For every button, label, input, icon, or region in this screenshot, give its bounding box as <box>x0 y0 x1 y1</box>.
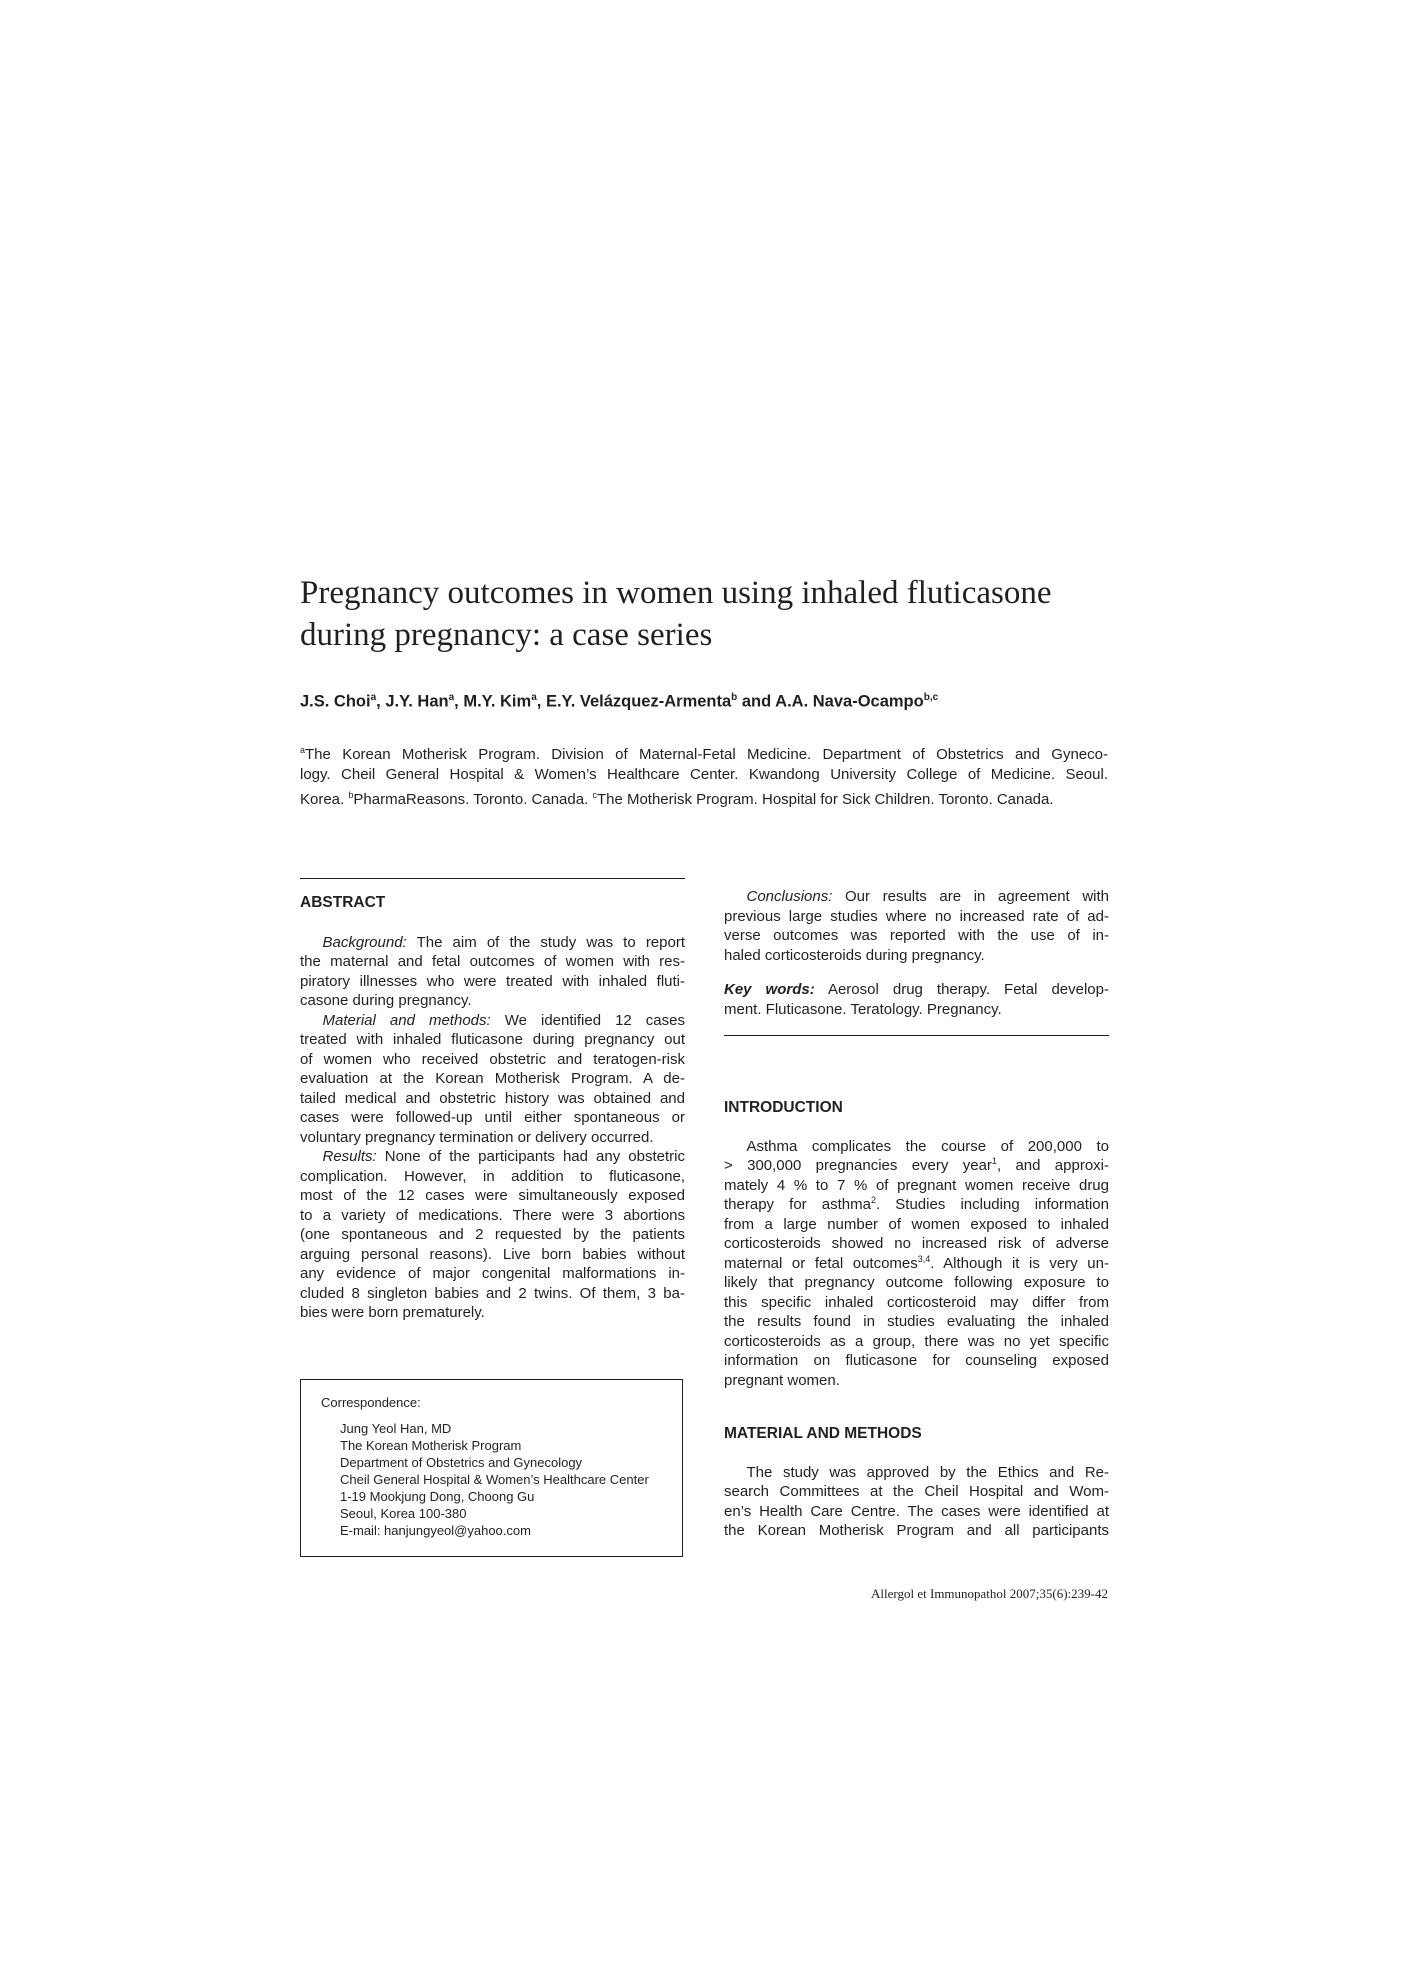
text-line: voluntary pregnancy termination or delivery occurred. <box>300 1128 654 1146</box>
author-affiliation-mark: b <box>731 692 738 703</box>
affiliation-text: The Motherisk Program. Hospital for Sick Children. Toronto. Canada. <box>596 791 1054 808</box>
text-line <box>300 933 685 953</box>
author-separator: , <box>454 692 464 711</box>
correspondence-line: 1-19 Mookjung Dong, Choong Gu <box>340 1489 535 1504</box>
affiliation-text: PharmaReasons. Toronto. Canada. <box>353 791 593 808</box>
abstract-conclusions <box>724 887 1109 965</box>
text-line: to a variety of medications. There were 3 abortions <box>300 1206 685 1224</box>
abstract-bottom-rule <box>724 1035 1109 1036</box>
author-name: J.S. Choi <box>300 692 371 711</box>
text-line: complication. However, in addition to fluticasone, <box>300 1167 685 1185</box>
text-line <box>724 1137 1109 1157</box>
author-name: A.A. Nava-Ocampo <box>775 692 924 711</box>
conclusions-label: Conclusions: <box>746 888 833 905</box>
text-line: haled corticosteroids during pregnancy. <box>724 946 985 964</box>
article-title <box>300 572 1120 656</box>
text: The study was approved by the Ethics and Re- <box>746 1463 1109 1481</box>
title-line-1: Pregnancy outcomes in women using inhaled fluticasone <box>300 575 1052 611</box>
introduction-body <box>724 1137 1109 1391</box>
author-affiliation-mark: a <box>531 692 537 703</box>
introduction-heading: INTRODUCTION <box>724 1099 843 1116</box>
text: , and approxi- <box>996 1157 1109 1174</box>
abstract-top-rule <box>300 878 685 879</box>
abstract-results <box>300 1147 685 1323</box>
text-line: likely that pregnancy outcome following exposure to <box>724 1274 1109 1291</box>
text: Our results are in agreement with <box>832 888 1109 905</box>
correspondence-line: Department of Obstetrics and Gynecology <box>340 1455 583 1470</box>
affiliation-mark: c <box>592 790 597 800</box>
affiliation-line: logy. Cheil General Hospital & Women’s Healthcare Center. Kwandong University College of Medicine. Seoul. <box>300 766 1108 783</box>
text-line: the maternal and fetal outcomes of women with res- <box>300 953 685 970</box>
citation-mark: 3,4 <box>917 1253 931 1264</box>
text-line: cases were followed-up until either spontaneous or <box>300 1109 685 1126</box>
text-line: ment. Fluticasone. Teratology. Pregnancy. <box>724 1000 1002 1018</box>
text-line: the Korean Motherisk Program and all participants <box>724 1522 1109 1539</box>
correspondence-address <box>340 1420 649 1539</box>
author-name: M.Y. Kim <box>463 692 532 711</box>
author-affiliation-mark: a <box>370 692 377 703</box>
journal-citation: Allergol et Immunopathol 2007;35(6):239-42 <box>871 1586 1108 1601</box>
text: therapy for asthma <box>724 1196 871 1213</box>
text: . Studies including information <box>876 1196 1109 1213</box>
methods-body <box>724 1463 1109 1541</box>
text-line: arguing personal reasons). Live born babies without <box>300 1245 685 1263</box>
abstract-methods <box>300 1011 685 1148</box>
correspondence-line: Seoul, Korea 100-380 <box>340 1506 467 1521</box>
text: The aim of the study was to report <box>406 933 685 951</box>
abstract-heading: ABSTRACT <box>300 894 386 911</box>
author-name: J.Y. Han <box>385 692 449 711</box>
author-separator: , <box>536 692 546 711</box>
correspondence-label: Correspondence: <box>321 1395 421 1410</box>
text-line: previous large studies where no increased rate of ad- <box>724 907 1109 925</box>
text-line <box>300 1011 685 1031</box>
right-column <box>724 878 1109 1541</box>
text-line: piratory illnesses who were treated with inhaled fluti- <box>300 972 685 990</box>
author-separator: and <box>737 692 776 711</box>
text-line: corticosteroids showed no increased risk of adverse <box>724 1235 1109 1252</box>
text-line <box>724 1254 1109 1274</box>
affiliations <box>300 740 1108 810</box>
text-line: treated with inhaled fluticasone during pregnancy out <box>300 1031 685 1048</box>
text-line: most of the 12 cases were simultaneously exposed <box>300 1187 685 1204</box>
text-line: casone during pregnancy. <box>300 992 472 1009</box>
text-line <box>724 1463 1109 1483</box>
affiliation-mark: a <box>300 745 306 755</box>
affiliation-text: The Korean Motherisk Program. Division of Maternal-Fetal Medicine. Department of Obstetrics and Gyneco- <box>305 746 1108 763</box>
correspondence-email: E-mail: hanjungyeol@yahoo.com <box>340 1523 531 1538</box>
text-line: en’s Health Care Centre. The cases were identified at <box>724 1502 1109 1520</box>
methods-label: Material and methods: <box>322 1011 491 1029</box>
text-line: search Committees at the Cheil Hospital and Wom- <box>724 1483 1109 1500</box>
keywords <box>724 980 1109 1019</box>
text-line <box>300 1147 685 1167</box>
methods-heading: MATERIAL AND METHODS <box>724 1425 922 1442</box>
text-line <box>724 1195 1109 1215</box>
affiliation-mark: b <box>348 790 354 800</box>
left-column <box>300 878 685 1323</box>
text: None of the participants had any obstetric <box>376 1148 685 1165</box>
author-list <box>300 692 1120 712</box>
text-line: tailed medical and obstetric history was obtained and <box>300 1089 685 1107</box>
correspondence-line: Cheil General Hospital & Women’s Healthcare Center <box>340 1472 649 1487</box>
affiliation-line <box>300 785 1108 810</box>
correspondence-line: The Korean Motherisk Program <box>340 1438 522 1453</box>
citation-mark: 1 <box>991 1156 997 1166</box>
background-label: Background: <box>322 933 407 951</box>
text-line <box>724 1156 1109 1176</box>
text-line: the results found in studies evaluating the inhaled <box>724 1313 1109 1330</box>
correspondence-box <box>300 1379 683 1557</box>
text-line: corticosteroids as a group, there was no yet specific <box>724 1332 1109 1350</box>
text-line: information on fluticasone for counseling exposed <box>724 1352 1109 1369</box>
text-line: cluded 8 singleton babies and 2 twins. Of them, 3 ba- <box>300 1284 685 1302</box>
affiliation-text: Korea. <box>300 791 349 808</box>
text-line: verse outcomes was reported with the use of in- <box>724 927 1109 944</box>
author-name: E.Y. Velázquez-Armenta <box>545 692 732 711</box>
text-line <box>724 980 1109 1000</box>
text: We identified 12 cases <box>490 1011 685 1029</box>
title-line-2: during pregnancy: a case series <box>300 617 713 653</box>
text-line <box>724 887 1109 907</box>
text-line: mately 4 % to 7 % of pregnant women receive drug <box>724 1176 1109 1194</box>
text: maternal or fetal outcomes <box>724 1254 918 1272</box>
results-label: Results: <box>322 1148 377 1165</box>
citation-mark: 2 <box>870 1195 876 1205</box>
correspondence-line: Jung Yeol Han, MD <box>340 1421 452 1436</box>
author-affiliation-mark: b,c <box>923 692 939 703</box>
text: Asthma complicates the course of 200,000 to <box>746 1137 1109 1155</box>
abstract-background <box>300 933 685 1011</box>
text-line: pregnant women. <box>724 1371 840 1389</box>
text: > 300,000 pregnancies every year <box>724 1157 992 1174</box>
text: Aerosol drug therapy. Fetal develop- <box>814 981 1109 998</box>
text-line: from a large number of women exposed to inhaled <box>724 1215 1109 1233</box>
keywords-label: Key words: <box>724 981 815 998</box>
affiliation-line <box>300 740 1108 765</box>
text-line: any evidence of major congenital malformations in- <box>300 1265 685 1282</box>
text-line: bies were born prematurely. <box>300 1304 485 1321</box>
text-line: this specific inhaled corticosteroid may differ from <box>724 1293 1109 1311</box>
text-line: evaluation at the Korean Motherisk Program. A de- <box>300 1070 685 1087</box>
text-line: of women who received obstetric and teratogen-risk <box>300 1050 685 1068</box>
author-affiliation-mark: a <box>448 692 455 703</box>
text: . Although it is very un- <box>930 1254 1109 1272</box>
author-separator: , <box>376 692 386 711</box>
text-line: (one spontaneous and 2 requested by the patients <box>300 1226 685 1243</box>
